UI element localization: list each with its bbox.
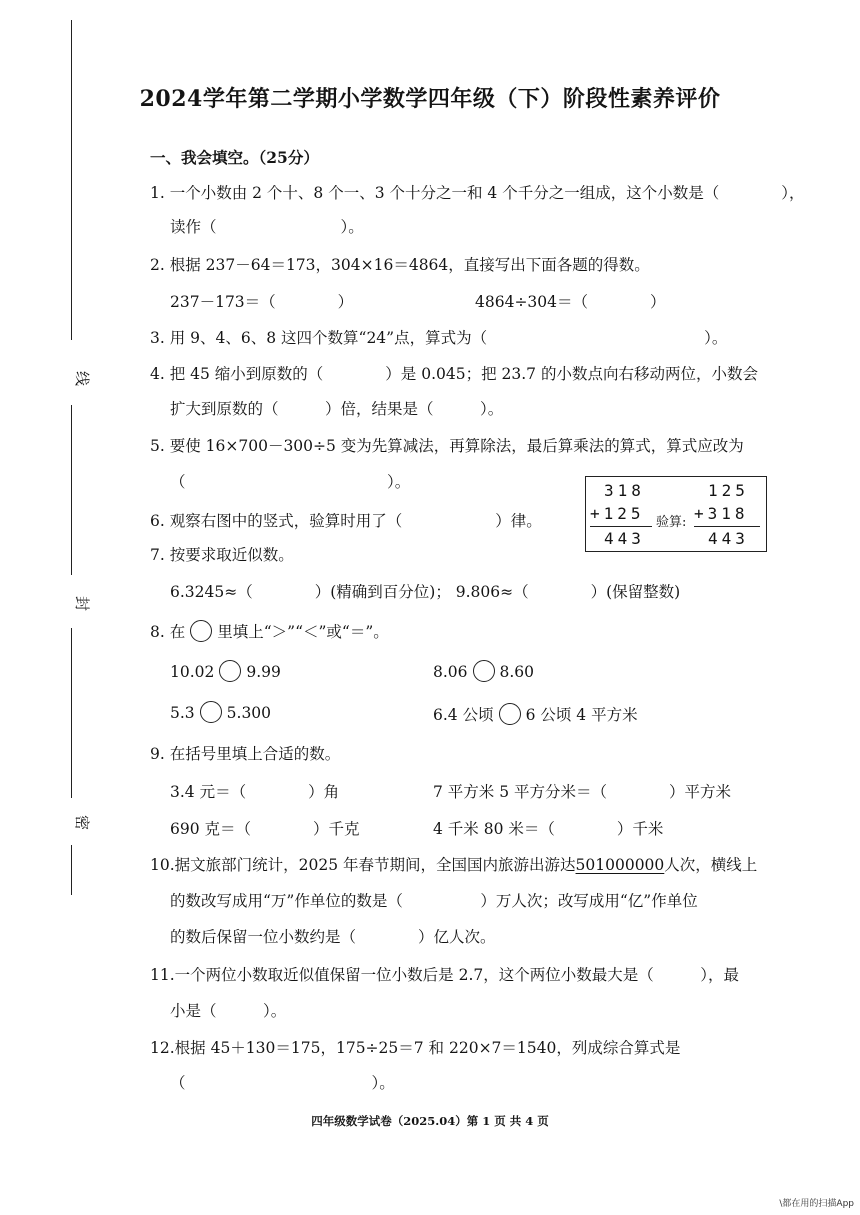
- q1-line1: 1. 一个小数由 2 个十、8 个一、3 个十分之一和 4 个千分之一组成，这个小数是（ ），: [150, 184, 805, 202]
- compare-circle: [219, 660, 241, 682]
- q9-line1: 9. 在括号里填上合适的数。: [150, 745, 341, 763]
- underlined-number: 501000000: [575, 856, 665, 874]
- vertical-a2: 125: [708, 481, 749, 500]
- vertical-calculation-box: [585, 476, 767, 552]
- q6-line: 6. 观察右图中的竖式，验算时用了（ ）律。: [150, 512, 542, 530]
- binding-label-feng: 封: [73, 595, 92, 612]
- q8-prefix: 8. 在: [150, 623, 186, 641]
- binding-line-top: [71, 20, 72, 340]
- q10-line2: 的数改写成用“万”作单位的数是（ ）万人次；改写成用“亿”作单位: [170, 892, 698, 910]
- q11-line2: 小是（ ）。: [170, 1002, 287, 1020]
- page-footer: 四年级数学试卷（2025.04）第 1 页 共 4 页: [311, 1114, 549, 1128]
- q9-b: 7 平方米 5 平方分米＝（ ）平方米: [433, 783, 732, 801]
- q8-item-4: 6.4 公顷 6 公顷 4 平方米: [433, 703, 638, 727]
- q5-line1: 5. 要使 16×700－300÷5 变为先算减法，再算除法，最后算乘法的算式，算式应改为: [150, 437, 744, 455]
- q2-right: 4864÷304＝（ ）: [475, 293, 666, 311]
- vertical-s2: 443: [708, 529, 749, 548]
- q11-line1: 11.一个两位小数取近似值保留一位小数后是 2.7，这个两位小数最大是（ ），最: [150, 966, 739, 984]
- q1-line2: 读作（ ）。: [170, 218, 364, 236]
- q12-line2: （ ）。: [170, 1074, 395, 1092]
- binding-label-mi: 密: [73, 814, 92, 831]
- vertical-s1: 443: [604, 529, 645, 548]
- binding-line-bottom: [71, 845, 72, 895]
- vertical-a1: 318: [604, 481, 645, 500]
- compare-circle: [473, 660, 495, 682]
- vertical-rule-2: [694, 526, 760, 527]
- q8-item-2: 8.06 8.60: [433, 662, 534, 684]
- compare-circle: [200, 701, 222, 723]
- q7-line1: 7. 按要求取近似数。: [150, 546, 294, 564]
- compare-circle: [499, 703, 521, 725]
- scanner-watermark: \都在用的扫描App: [779, 1199, 854, 1209]
- q9-c: 690 克＝（ ）千克: [170, 820, 360, 838]
- binding-line-middle-2: [71, 628, 72, 798]
- q8-rest: 里填上“＞”“＜”或“＝”。: [217, 623, 389, 641]
- q8-line1: [150, 620, 389, 644]
- q7-line2: 6.3245≈（ ）(精确到百分位)； 9.806≈（ ）(保留整数): [170, 583, 681, 601]
- binding-line-middle-1: [71, 405, 72, 575]
- q10-line1: 10.据文旅部门统计，2025 年春节期间，全国国内旅游出游达501000000人次，横线上: [150, 856, 758, 874]
- q8-item-1: 10.02 9.99: [170, 662, 281, 684]
- q12-line1: 12.根据 45＋130＝175，175÷25＝7 和 220×7＝1540，列成综合算式是: [150, 1039, 681, 1057]
- section-heading: 一、我会填空。（25分）: [150, 148, 319, 167]
- q4-line2: 扩大到原数的（ ）倍，结果是（ ）。: [170, 400, 504, 418]
- q3-line: 3. 用 9、4、6、8 这四个数算“24”点，算式为（ ）。: [150, 329, 728, 347]
- q9-a: 3.4 元＝（ ）角: [170, 783, 340, 801]
- q9-d: 4 千米 80 米＝（ ）千米: [433, 820, 664, 838]
- compare-circle: [190, 620, 212, 642]
- q2-left: 237－173＝（ ）: [170, 293, 354, 311]
- page-title: 2024学年第二学期小学数学四年级（下）阶段性素养评价: [139, 86, 721, 112]
- vertical-b2: +318: [694, 504, 749, 523]
- q5-line2: （ ）。: [170, 473, 411, 491]
- q10-line3: 的数后保留一位小数约是（ ）亿人次。: [170, 928, 496, 946]
- vertical-b1: +125: [590, 504, 645, 523]
- q4-line1: 4. 把 45 缩小到原数的（ ）是 0.045；把 23.7 的小数点向右移动两位，小数会: [150, 365, 758, 383]
- vertical-rule-1: [590, 526, 652, 527]
- binding-label-xian: 线: [73, 370, 92, 387]
- q8-item-3: 5.3 5.300: [170, 703, 271, 725]
- q2-line1: 2. 根据 237－64＝173，304×16＝4864，直接写出下面各题的得数。: [150, 256, 650, 274]
- verify-label: 验算:: [656, 515, 687, 530]
